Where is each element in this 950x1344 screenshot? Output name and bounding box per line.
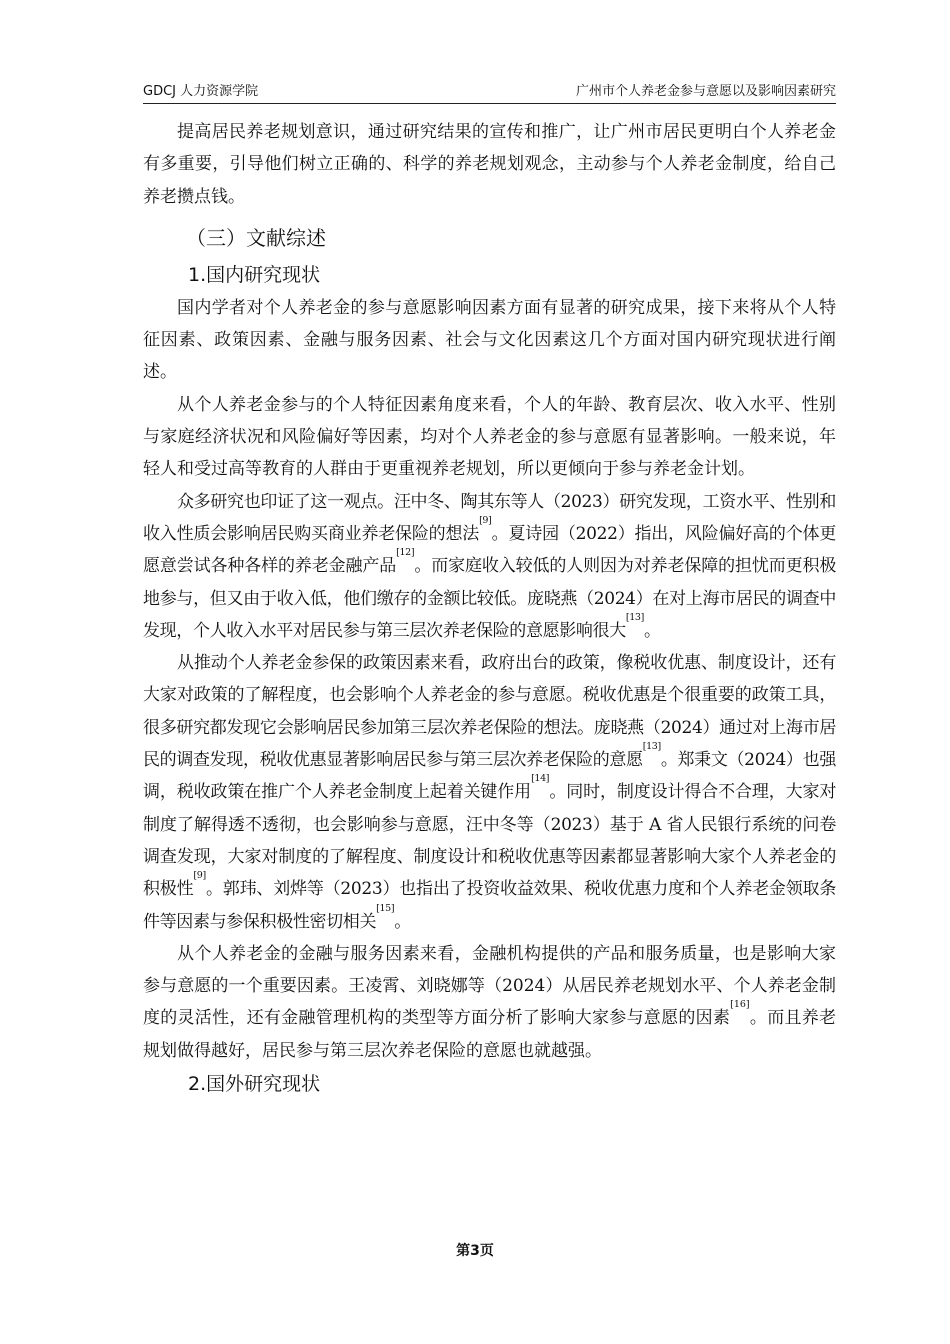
citation-ref: [9] xyxy=(479,514,492,526)
document-body xyxy=(143,116,836,1101)
text-run: 。夏诗园（2022）指出，风险偏好高的个体更愿意尝试各种各样的养老金融产品 xyxy=(143,523,836,577)
paragraph-research-evidence xyxy=(143,486,836,647)
text-run: 。 xyxy=(394,911,411,932)
subsection-heading-domestic: 1.国内研究现状 xyxy=(188,263,321,286)
citation-ref: [9] xyxy=(193,870,206,882)
subsection-heading-international: 2.国外研究现状 xyxy=(188,1073,321,1096)
citation-ref: [13] xyxy=(642,741,661,753)
citation-ref: [16] xyxy=(730,999,750,1011)
header-divider xyxy=(143,103,836,104)
citation-ref: [14] xyxy=(531,773,550,785)
text-run: 从个人养老金的金融与服务因素来看，金融机构提供的产品和服务质量，也是影响大家参与意愿的一个重要因素。王凌霄、刘晓娜等（2024）从居民养老规划水平、个人养老金制度的灵活性，还有金融管理机构的类型等方面分析了影响大家参与意愿的因素 xyxy=(143,943,836,1029)
paragraph-policy-factors xyxy=(143,647,836,938)
text-run: 。而家庭收入较低的人则因为对养老保障的担忧而更积极地参与，但又由于收入低，他们缴存的金额比较低。庞晓燕（2024）在对上海市居民的调查中发现，个人收入水平对居民参与第三层次养老保险的意愿影响很大 xyxy=(143,556,837,641)
text-run: 从推动个人养老金参保的政策因素来看，政府出台的政策，像税收优惠、制度设计，还有大家对政策的了解程度，也会影响个人养老金的参与意愿。税收优惠是个很重要的政策工具，很多研究都发现它会影响居民参加第三层次养老保险的想法。庞晓燕（2024）通过对上海市居民的调查发现，税收优惠显著影响居民参与第三层次养老保险的意愿 xyxy=(143,653,836,771)
text-run: 。而且养老规划做得越好，居民参与第三层次养老保险的意愿也就越强。 xyxy=(143,1008,837,1061)
paragraph-personal-factors: 从个人养老金参与的个人特征因素角度来看，个人的年龄、教育层次、收入水平、性别与家庭经济状况和风险偏好等因素，均对个人养老金的参与意愿有显著影响。一般来说，年轻人和受过高等教育的人群由于更重视养老规划，所以更倾向于参与养老金计划。 xyxy=(143,394,836,480)
page-header xyxy=(143,78,836,100)
header-left-text: GDCJ 人力资源学院 xyxy=(143,83,259,99)
text-run: 。郭玮、刘烨等（2023）也指出了投资收益效果、税收优惠力度和个人养老金领取条件等因素与参保积极性密切相关 xyxy=(143,879,836,932)
text-run: 。郑秉文（2024）也强调，税收政策在推广个人养老金制度上起着关键作用 xyxy=(143,750,836,803)
header-right-text: 广州市个人养老金参与意愿以及影响因素研究 xyxy=(575,83,836,99)
text-run: 众多研究也印证了这一观点。汪中冬、陶其东等人（2023）研究发现，工资水平、性别和收入性质会影响居民购买商业养老保险的想法 xyxy=(143,491,836,544)
section-heading-literature-review: （三）文献综述 xyxy=(186,225,326,250)
paragraph-intro: 提高居民养老规划意识，通过研究结果的宣传和推广，让广州市居民更明白个人养老金有多重要，引导他们树立正确的、科学的养老规划观念，主动参与个人养老金制度，给自己养老攒点钱。 xyxy=(143,122,836,207)
citation-ref: [13] xyxy=(625,611,644,623)
citation-ref: [15] xyxy=(376,902,395,914)
paragraph-financial-factors xyxy=(143,938,836,1067)
text-run: 。同时，制度设计得合不合理，大家对制度了解得透不透彻，也会影响参与意愿，汪中冬等（2023）基于 A 省人民银行系统的问卷调查发现，大家对制度的了解程度、制度设计和税收优惠等因素都显著影响大家个人养老金的积极性 xyxy=(143,782,836,900)
page-number: 第3页 xyxy=(456,1243,494,1259)
paragraph-domestic-overview: 国内学者对个人养老金的参与意愿影响因素方面有显著的研究成果，接下来将从个人特征因素、政策因素、金融与服务因素、社会与文化因素这几个方面对国内研究现状进行阐述。 xyxy=(143,297,836,383)
citation-ref: [12] xyxy=(396,547,415,559)
text-run: 。 xyxy=(643,620,661,641)
